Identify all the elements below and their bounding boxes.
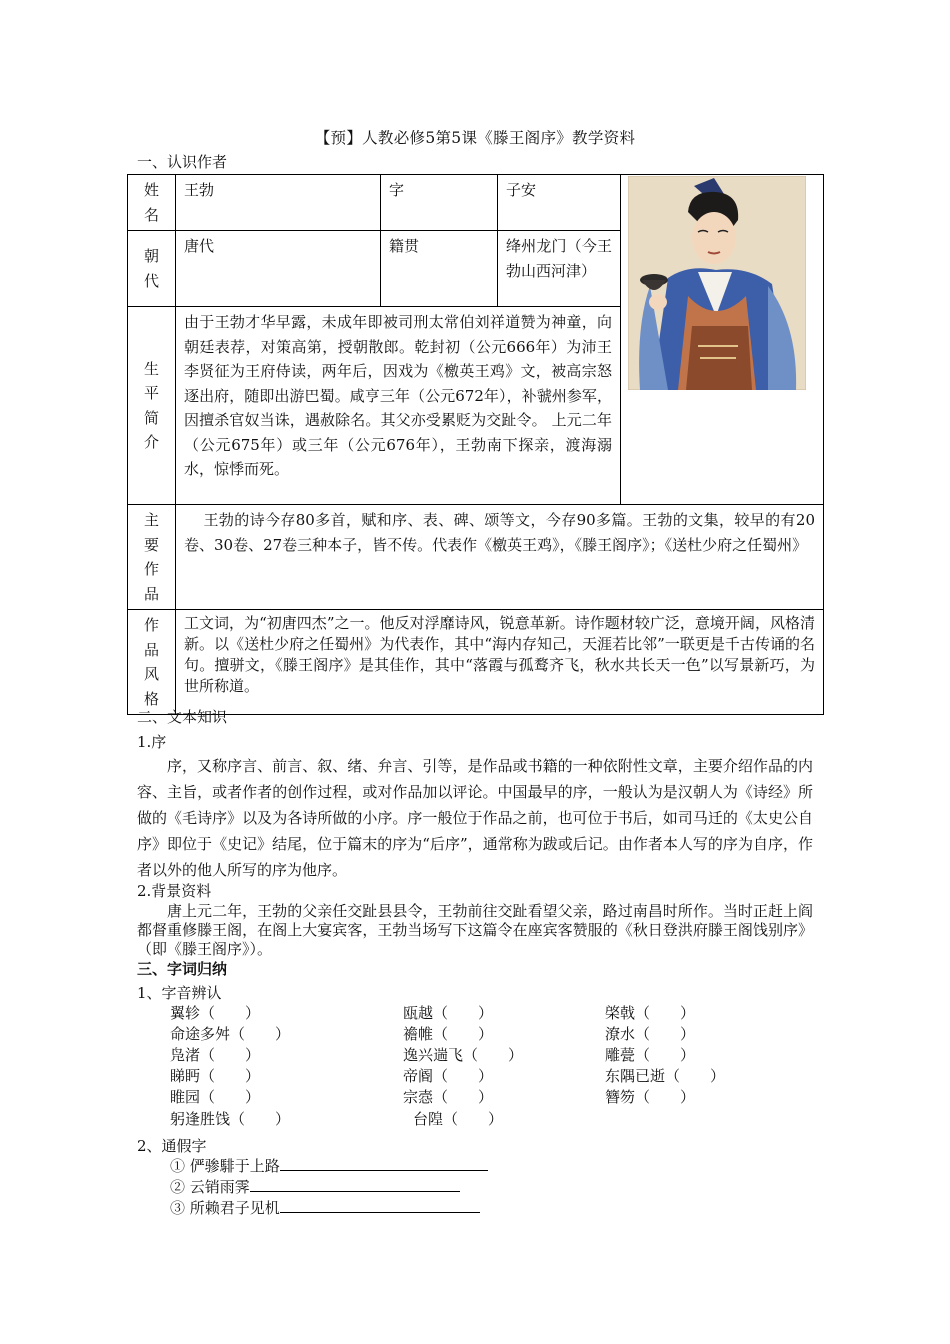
pron-item: 逸兴遄飞（ ） bbox=[403, 1046, 524, 1064]
section1-heading: 一、认识作者 bbox=[137, 153, 228, 171]
pron-item: 命途多舛（ ） bbox=[170, 1025, 291, 1043]
author-jiguan: 绛州龙门（今王勃山西河津） bbox=[498, 231, 621, 307]
pron-item: 凫渚（ ） bbox=[170, 1046, 261, 1064]
section3-heading: 三、字词归纳 bbox=[137, 960, 228, 978]
section2-heading: 二、文本知识 bbox=[137, 708, 228, 726]
section3-sub2: 2、通假字 bbox=[137, 1137, 207, 1155]
portrait-cell bbox=[621, 175, 824, 505]
pron-item: 棨戟（ ） bbox=[605, 1004, 696, 1022]
section3-sub1: 1、字音辨认 bbox=[137, 984, 222, 1002]
label-works: 主 要 作 品 bbox=[128, 505, 176, 610]
pron-item: 翼轸（ ） bbox=[170, 1004, 261, 1022]
background-paragraph: 唐上元二年，王勃的父亲任交趾县县令，王勃前往交趾看望父亲，路过南昌时所作。当时正赶上阎都督重修滕王阁，在阁上大宴宾客，王勃当场写下这篇令在座宾客赞服的《秋日登洪府滕王阁饯别序》（即《滕王阁序》）。 bbox=[137, 902, 813, 958]
wang-bo-portrait-image bbox=[628, 176, 806, 390]
label-dynasty: 朝 代 bbox=[128, 231, 176, 307]
author-dynasty: 唐代 bbox=[176, 231, 381, 307]
pron-item: 襜帷（ ） bbox=[403, 1025, 494, 1043]
author-name: 王勃 bbox=[176, 175, 381, 231]
pron-item: 睇眄（ ） bbox=[170, 1067, 261, 1085]
author-table bbox=[127, 174, 824, 715]
author-life-text: 由于王勃才华早露，未成年即被司刑太常伯刘祥道赞为神童，向朝廷表荐，对策高第，授朝散郎。乾封初（公元666年）为沛王李贤征为王府侍读，两年后，因戏为《檄英王鸡》文，被高宗怒逐出府，随即出游巴蜀。咸亨三年（公元672年），补虢州参军，因擅杀官奴当诛，遇赦除名。其父亦受累贬为交趾令。 上元二年（公元675年）或三年（公元676年），王勃南下探亲，渡海溺水，惊悸而死。 bbox=[176, 307, 621, 505]
tongjia-item-3: ③ 所赖君子见机 bbox=[170, 1197, 480, 1218]
author-zi: 子安 bbox=[498, 175, 621, 231]
answer-blank[interactable] bbox=[280, 1198, 480, 1213]
label-name: 姓 名 bbox=[128, 175, 176, 231]
author-works-text: 王勃的诗今存80多首，赋和序、表、碑、颂等文，今存90多篇。王勃的文集，较早的有20卷、30卷、27卷三种本子，皆不传。代表作《檄英王鸡》，《滕王阁序》；《送杜少府之任蜀州》 bbox=[176, 505, 824, 610]
xu-paragraph: 序，又称序言、前言、叙、绪、弁言、引等，是作品或书籍的一种依附性文章，主要介绍作品的内容、主旨，或者作者的创作过程，或对作品加以评论。中国最早的序，一般认为是汉朝人为《诗经》所做的《毛诗序》以及为各诗所做的小序。序一般位于作品之前，也可位于书后，如司马迁的《太史公自序》即位于《史记》结尾，位于篇末的序为“后序”，通常称为跋或后记。由作者本人写的序为自序，作者以外的他人所写的序为他序。 bbox=[137, 757, 813, 879]
label-zi: 字 bbox=[381, 175, 498, 231]
pron-item: 簪笏（ ） bbox=[605, 1088, 696, 1106]
pron-item: 瓯越（ ） bbox=[403, 1004, 494, 1022]
pron-item: 雕甍（ ） bbox=[605, 1046, 696, 1064]
answer-blank[interactable] bbox=[250, 1177, 460, 1192]
label-style: 作 品 风 格 bbox=[128, 610, 176, 715]
pron-item: 睢园（ ） bbox=[170, 1088, 261, 1106]
section2-sub2: 2.背景资料 bbox=[137, 882, 212, 900]
author-style-text: 工文词，为“初唐四杰”之一。他反对浮靡诗风，锐意革新。诗作题材较广泛，意境开阔，风格清新。以《送杜少府之任蜀州》为代表作，其中“海内存知己，天涯若比邻”一联更是千古传诵的名句。擅骈文，《滕王阁序》是其佳作，其中“落霞与孤鹜齐飞，秋水共长天一色”以写景新巧，为世所称道。 bbox=[176, 610, 824, 715]
pron-item: 台隍（ ） bbox=[413, 1110, 504, 1128]
pron-item: 东隅已逝（ ） bbox=[605, 1067, 726, 1085]
label-life: 生 平 简 介 bbox=[128, 307, 176, 505]
answer-blank[interactable] bbox=[280, 1156, 488, 1171]
section2-sub1: 1.序 bbox=[137, 733, 167, 751]
pron-item: 宗悫（ ） bbox=[403, 1088, 494, 1106]
label-jiguan: 籍贯 bbox=[381, 231, 498, 307]
pron-item: 躬逢胜饯（ ） bbox=[170, 1110, 291, 1128]
pron-item: 潦水（ ） bbox=[605, 1025, 696, 1043]
tongjia-item-2: ② 云销雨霁 bbox=[170, 1176, 460, 1197]
tongjia-item-1: ① 俨骖騑于上路 bbox=[170, 1155, 488, 1176]
pron-item: 帝阍（ ） bbox=[403, 1067, 494, 1085]
page-title: 【预】人教必修5第5课《滕王阁序》教学资料 bbox=[314, 129, 636, 147]
